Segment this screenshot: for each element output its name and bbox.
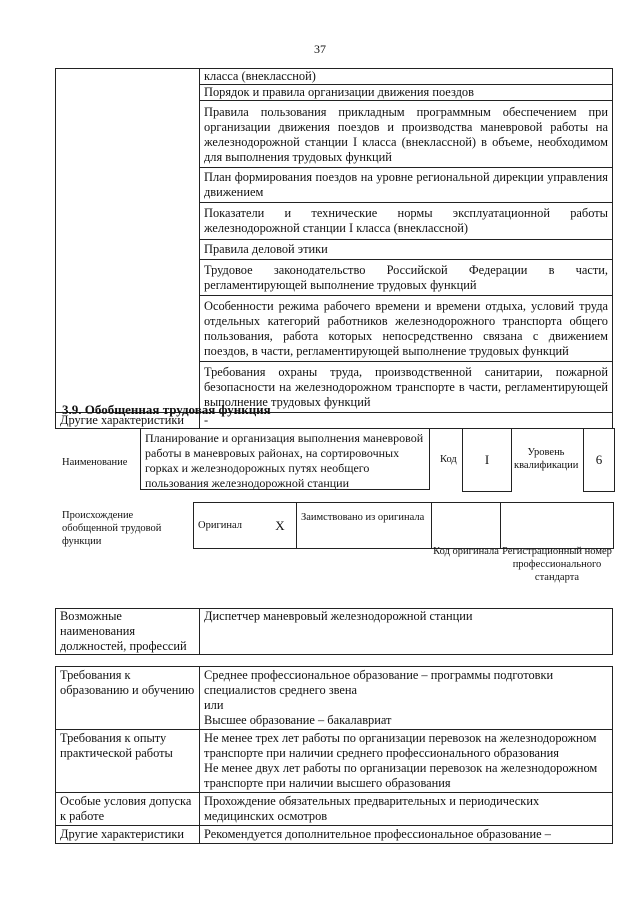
table-cell: Диспетчер маневровый железнодорожной станции bbox=[200, 609, 613, 655]
table-cell: класса (внеклассной) bbox=[200, 69, 613, 85]
original-label: Оригинал bbox=[194, 503, 265, 549]
origin-label: Происхождение обобщенной трудовой функции bbox=[62, 510, 162, 547]
table-row bbox=[56, 826, 613, 844]
text-line: Прохождение обязательных предварительных и периодических медицинских осмотров bbox=[204, 794, 540, 823]
qualification-level-label: Уровень квалификации bbox=[514, 447, 579, 471]
origin-table bbox=[193, 502, 614, 549]
code-value-box: I bbox=[462, 428, 512, 492]
table-cell: Требования охраны труда, производственной санитарии, пожарной безопасности на железнодорожном транспорте в части, регламентирующей выполнение трудовых функций bbox=[200, 362, 613, 413]
original-mark: X bbox=[264, 503, 297, 549]
table-cell: Правила пользования прикладным программным обеспечением при организации движения поездов и производства маневровой работы на железнодорожной станции I класса (внеклассной) в объеме, необходимом для выполнения трудовых функций bbox=[200, 101, 613, 168]
section-heading: 3.9. Обобщенная трудовая функция bbox=[62, 402, 271, 417]
text-line: Рекомендуется дополнительное профессиональное образование – bbox=[204, 827, 551, 841]
original-code-cell bbox=[432, 503, 501, 549]
table-left-cell bbox=[56, 69, 200, 413]
requirements-table bbox=[55, 666, 613, 844]
text-line: Высшее образование – бакалавриат bbox=[204, 713, 392, 727]
page-number: 37 bbox=[314, 42, 326, 56]
table-row bbox=[56, 609, 613, 655]
row-label: Возможные наименования должностей, профессий bbox=[56, 609, 200, 655]
row-label: Требования к образованию и обучению bbox=[56, 667, 200, 730]
text-line: Среднее профессиональное образование – программы подготовки специалистов среднего звена bbox=[204, 668, 554, 697]
name-label: Наименование bbox=[62, 457, 128, 468]
text-line: Не менее двух лет работы по организации перевозок на железнодорожном транспорте при наличии высшего образования bbox=[204, 761, 598, 790]
original-code-caption: Код оригинала bbox=[433, 546, 499, 557]
table-cell: Порядок и правила организации движения поездов bbox=[200, 85, 613, 101]
registration-number-cell bbox=[501, 503, 614, 549]
table-row bbox=[56, 69, 613, 85]
knowledge-table bbox=[55, 68, 613, 429]
table-cell: Трудовое законодательство Российской Федерации в части, регламентирующей выполнение трудовых функций bbox=[200, 260, 613, 296]
table-cell: План формирования поездов на уровне региональной дирекции управления движением bbox=[200, 168, 613, 203]
row-label: Особые условия допуска к работе bbox=[56, 793, 200, 826]
table-cell bbox=[200, 667, 613, 730]
row-label: Другие характеристики bbox=[56, 826, 200, 844]
registration-number-caption: Регистрационный номер профессионального стандарта bbox=[502, 546, 612, 583]
table-cell: Особенности режима рабочего времени и времени отдыха, условий труда отдельных категорий работников железнодорожного транспорта общего пользования, работа которых непосредственно связана с движением поездов, в части, регламентирующей выполнение трудовых функций bbox=[200, 296, 613, 362]
borrowed-label: Заимствовано из оригинала bbox=[297, 503, 432, 549]
table-row bbox=[56, 793, 613, 826]
table-cell bbox=[200, 793, 613, 826]
table-cell bbox=[200, 826, 613, 844]
text-line: Не менее трех лет работы по организации перевозок на железнодорожном транспорте при наличии среднего профессионального образования bbox=[204, 731, 597, 760]
table-cell: Правила деловой этики bbox=[200, 240, 613, 260]
positions-table bbox=[55, 608, 613, 655]
code-label: Код bbox=[440, 454, 457, 465]
qualification-level-box: 6 bbox=[583, 428, 615, 492]
text-line: или bbox=[204, 698, 224, 712]
table-cell bbox=[200, 730, 613, 793]
table-row bbox=[56, 730, 613, 793]
table-cell: Показатели и технические нормы эксплуатационной работы железнодорожной станции I класса (внеклассной) bbox=[200, 203, 613, 240]
row-label: Требования к опыту практической работы bbox=[56, 730, 200, 793]
table-row bbox=[194, 503, 614, 549]
table-cell: - bbox=[200, 413, 613, 429]
table-row bbox=[56, 667, 613, 730]
row-label: Другие характеристики bbox=[56, 413, 200, 429]
function-name-box: Планирование и организация выполнения маневровой работы в маневровых районах, на сортировочных горках и железнодорожных путях необщего пользования железнодорожной станции bbox=[140, 428, 430, 490]
